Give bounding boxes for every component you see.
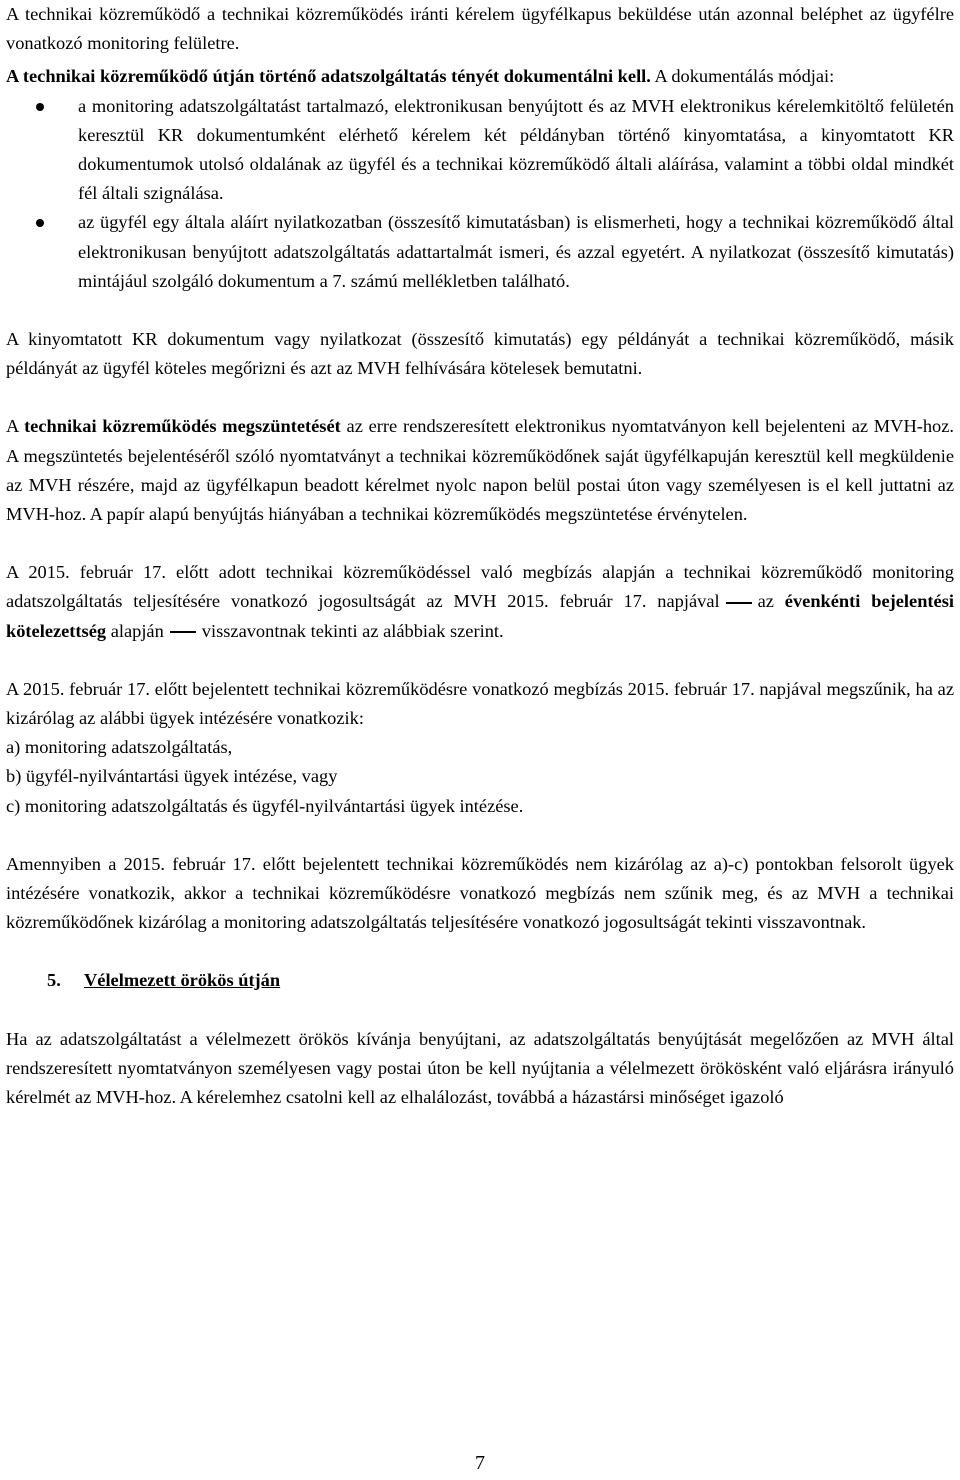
bold-termination: technikai közreműködés megszüntetését	[24, 416, 341, 437]
text-run: alapján	[110, 620, 164, 641]
bullet-list	[6, 92, 954, 296]
list-item	[6, 92, 954, 209]
page-number: 7	[475, 1452, 485, 1474]
section-heading	[6, 966, 954, 995]
list-line-c: c) monitoring adatszolgáltatás és ügyfél-nyilvántartási ügyek intézése.	[6, 795, 524, 816]
list-item-text: a monitoring adatszolgáltatást tartalmazó, elektronikusan benyújtott és az MVH elektronikus kérelemkitöltő felületén keresztül KR dokumentumként elérhető kérelem két példányban történő kinyomtatása, a kinyomtatott KR dokumentumok utolsó oldalának az ügyfél és a technikai közreműködő általi aláírása, valamint a többi oldal mindkét fél általi szignálása.	[78, 95, 954, 204]
bullet-icon	[36, 103, 44, 111]
paragraph-expiry: A 2015. február 17. előtt bejelentett technikai közreműködésre vonatkozó megbízás 2015. február 17. napjával megszűnik, ha az kizárólag az alábbi ügyek intézésére vonatkozik:	[6, 678, 954, 729]
dash-rule	[170, 631, 196, 633]
list-item-text: az ügyfél egy általa aláírt nyilatkozatban (összesítő kimutatásban) is elismerheti, hogy a technikai közreműködő által elektronikusan benyújtott adatszolgáltatás adattartalmát ismeri, és azzal egyetért. A nyilatkozat (összesítő kimutatás) mintájául szolgáló dokumentum a 7. számú mellékletben található.	[78, 212, 954, 291]
paragraph-documentation	[6, 62, 954, 91]
text-run: A 2015. február 17. előtt adott technikai közreműködéssel való megbízás alapján a technikai közreműködő monitoring adatszolgáltatás teljesítésére vonatkozó jogosultságát az MVH 2015. február 17. napjával	[6, 562, 954, 612]
dash-rule	[726, 602, 752, 604]
paragraph-otherwise: Amennyiben a 2015. február 17. előtt bejelentett technikai közreműködés nem kizárólag az a)-c) pontokban felsorolt ügyek intézésére vonatkozik, akkor a technikai közreműködésre vonatkozó megbízás nem szűnik meg, és az MVH a technikai közreműködőnek kizárólag a monitoring adatszolgáltatás teljesítésére vonatkozó jogosultságát tekinti visszavontnak.	[6, 853, 954, 933]
bold-obligation: évenkénti bejelentési kötelezettség	[6, 591, 954, 641]
list-line-a: a) monitoring adatszolgáltatás,	[6, 737, 233, 758]
text-run: az	[757, 591, 774, 612]
paragraph-heir: Ha az adatszolgáltatást a vélelmezett örökös kívánja benyújtani, az adatszolgáltatás benyújtását megelőzően az MVH által rendszeresített nyomtatványon személyesen vagy postai úton be kell nyújtania a vélelmezett örökösként való eljárásra irányuló kérelmét az MVH-hoz. A kérelemhez csatolni kell az elhalálozást, továbbá a házastársi minőséget igazoló	[6, 1028, 954, 1108]
paragraph-termination	[6, 412, 954, 529]
text-run: visszavontnak tekinti az alábbiak szerint.	[201, 620, 504, 641]
bullet-icon	[36, 219, 44, 227]
section-number: 5.	[47, 970, 61, 991]
documentation-methods-label: A dokumentálás módjai:	[650, 66, 835, 87]
document-page	[6, 0, 954, 1112]
paragraph-intro: A technikai közreműködő a technikai közreműködés iránti kérelem ügyfélkapus beküldése után azonnal beléphet az ügyfélre vonatkozó monitoring felületre.	[6, 4, 954, 54]
paragraph-revocation	[6, 558, 954, 646]
list-line-b: b) ügyfél-nyilvántartási ügyek intézése, vagy	[6, 766, 338, 787]
bold-statement: A technikai közreműködő útján történő adatszolgáltatás tényét dokumentálni kell.	[6, 66, 651, 87]
list-item	[6, 208, 954, 296]
text-run: az erre rendszeresített elektronikus nyomtatványon kell bejelenteni az MVH-hoz. A megszüntetés bejelentéséről szóló nyomtatványt a technikai közreműködőnek saját ügyfélkapuján keresztül kell megküldenie az MVH részére, majd az ügyfélkapun beadott kérelmet nyolc napon belül postai úton vagy személyesen is el kell juttatni az MVH-hoz. A papír alapú benyújtás hiányában a technikai közreműködés megszüntetése érvénytelen.	[6, 416, 954, 525]
section-title: Vélelmezett örökös útján	[84, 970, 281, 991]
text-run: A	[6, 416, 25, 437]
paragraph-printed-copies: A kinyomtatott KR dokumentum vagy nyilatkozat (összesítő kimutatás) egy példányát a technikai közreműködő, másik példányát az ügyfél köteles megőrizni és azt az MVH felhívására kötelesek bemutatni.	[6, 329, 954, 379]
